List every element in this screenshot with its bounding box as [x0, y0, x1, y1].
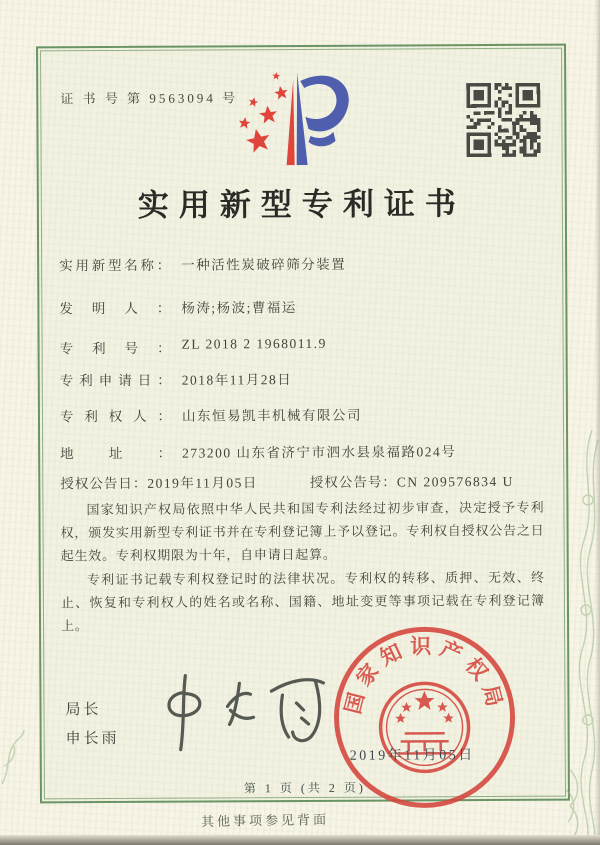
- logo-stars: [238, 71, 290, 153]
- field-label: 专利申请日：: [59, 372, 172, 389]
- field-value: 2018年11月28日: [181, 372, 293, 388]
- certificate-number: 证 书 号 第 9563094 号: [60, 90, 239, 107]
- field-row-patentee: [60, 403, 546, 426]
- cnipa-logo-icon: [224, 65, 377, 184]
- certificate-title: 实用新型专利证书: [137, 186, 466, 223]
- field-label: 专利权人：: [59, 408, 172, 425]
- field-row-address: [60, 440, 546, 463]
- field-value: 一种活性炭破碎筛分装置: [181, 256, 347, 273]
- paragraph-register-statement: 专利证书记载专利权登记时的法律状况。专利权的转移、质押、无效、终止、恢复和专利权人的姓名或名称、国籍、地址变更等事项记载在专利登记簿上。: [60, 569, 545, 634]
- seal-date: 2019年11月05日: [349, 748, 475, 764]
- back-note: 其他事项参见背面: [200, 811, 330, 830]
- grant-date: 授权公告日：2019年11月05日: [60, 475, 258, 492]
- field-label: 地址：: [60, 445, 173, 462]
- field-row-filing-date: [60, 367, 546, 390]
- field-row-patent-number: [60, 335, 546, 358]
- logo-blue-hook: [308, 132, 335, 147]
- photo-shadow-right: [595, 0, 600, 845]
- field-row-name: [59, 252, 545, 275]
- left-margin-ornament: [0, 726, 26, 786]
- seal-text: 国家知识产权局: [340, 634, 509, 717]
- grant-number: 授权公告号：CN 209576834 U: [309, 473, 514, 490]
- field-label: 发明人：: [59, 300, 172, 317]
- photo-shadow-bottom: [0, 835, 600, 845]
- logo-blue-bowl: [300, 75, 349, 131]
- officer-name: 申长雨: [65, 730, 120, 748]
- signature-image: [151, 665, 352, 766]
- field-value: 273200 山东省济宁市泗水县泉福路024号: [182, 444, 457, 461]
- page-number: 第 1 页 (共 2 页): [243, 780, 366, 796]
- field-value: ZL 2018 2 1968011.9: [181, 335, 327, 352]
- field-row-inventors: [59, 295, 545, 318]
- paragraph-grant-statement: 国家知识产权局依照中华人民共和国专利法经过初步审查，决定授予专利权，颁发实用新型专利证书并在专利登记簿上予以登记。专利权自授权公告之日起生效。专利权期限为十年，自申请日起算。: [60, 499, 545, 564]
- officer-title: 局长: [65, 702, 102, 719]
- field-label: 专利号：: [59, 340, 172, 357]
- qr-code: [466, 83, 540, 157]
- field-label: 实用新型名称：: [59, 257, 172, 274]
- legal-paragraphs: [60, 496, 545, 639]
- logo-red-spike: [286, 79, 294, 165]
- field-value: 杨涛;杨波;曹福运: [181, 300, 297, 316]
- field-value: 山东恒易凯丰机械有限公司: [181, 407, 362, 424]
- border-frame: [36, 44, 570, 804]
- grant-row: [60, 470, 514, 492]
- officer-block: [65, 696, 119, 754]
